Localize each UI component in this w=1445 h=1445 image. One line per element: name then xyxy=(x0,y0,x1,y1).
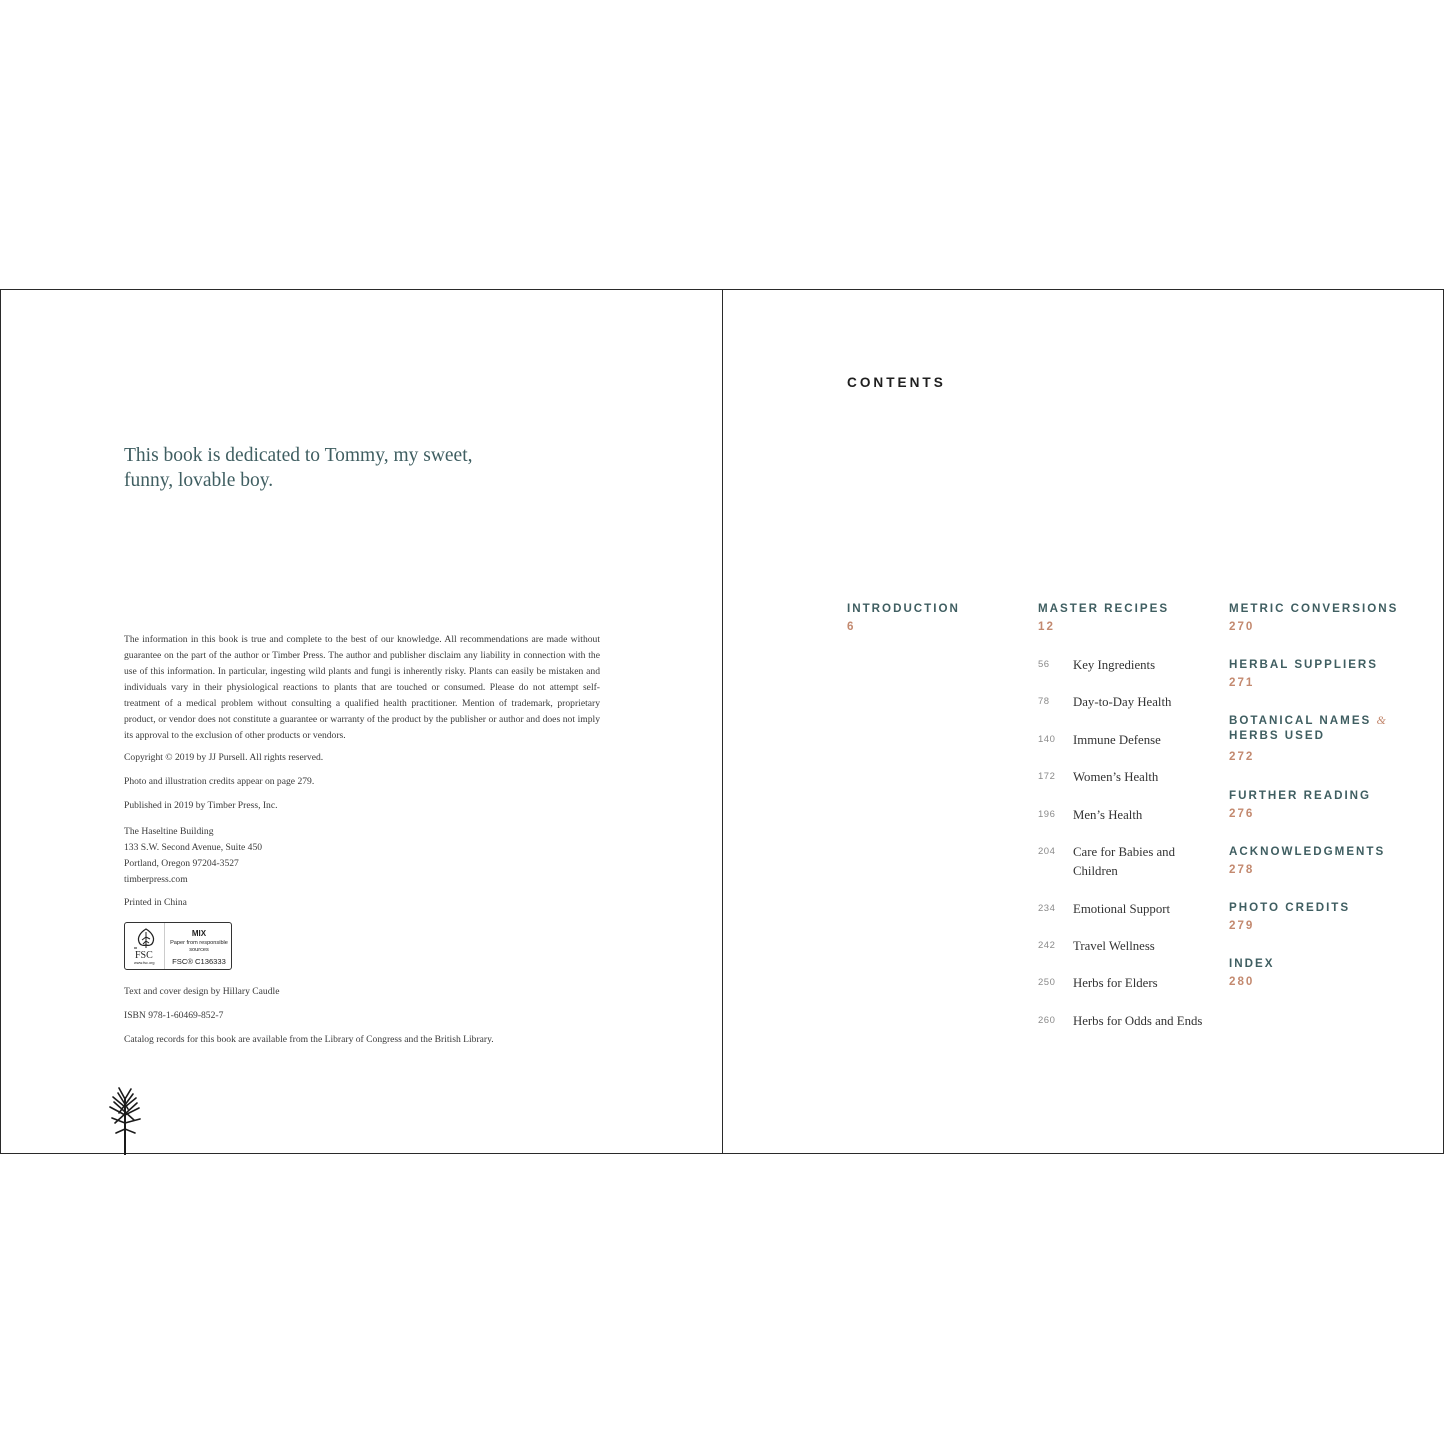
address-line: 133 S.W. Second Avenue, Suite 450 xyxy=(124,842,263,853)
toc-master-recipes[interactable]: MASTER RECIPES xyxy=(1038,602,1170,615)
address-line: timberpress.com xyxy=(124,874,188,885)
chapter-page-number: 172 xyxy=(1038,771,1056,782)
chapter-page-number: 140 xyxy=(1038,734,1056,745)
toc-page-number: 278 xyxy=(1229,863,1255,876)
toc-herbal-suppliers[interactable]: HERBAL SUPPLIERS xyxy=(1229,658,1379,671)
tree-ornament-icon xyxy=(106,1085,146,1155)
chapter-page-number: 78 xyxy=(1038,696,1050,707)
photo-credits-note: Photo and illustration credits appear on page 279. xyxy=(124,776,315,787)
chapter-title: Women’s Health xyxy=(1073,770,1159,784)
toc-page-number: 280 xyxy=(1229,975,1255,988)
toc-metric-conversions[interactable]: METRIC CONVERSIONS xyxy=(1229,602,1399,615)
printed-line: Printed in China xyxy=(124,897,187,908)
toc-page-number: 276 xyxy=(1229,807,1255,820)
chapter-title: Day-to-Day Health xyxy=(1073,695,1172,709)
fsc-url: www.fsc.org xyxy=(134,961,155,965)
dedication-text: This book is dedicated to Tommy, my sweet, funny, lovable boy. xyxy=(124,445,473,491)
published-line: Published in 2019 by Timber Press, Inc. xyxy=(124,800,278,811)
chapter-title: Travel Wellness xyxy=(1073,939,1155,953)
address-line: Portland, Oregon 97204-3527 xyxy=(124,858,239,869)
design-credit: Text and cover design by Hillary Caudle xyxy=(124,986,280,997)
chapter-title: Emotional Support xyxy=(1073,902,1171,916)
chapter-page-number: 196 xyxy=(1038,809,1056,820)
toc-page-number: 279 xyxy=(1229,919,1255,932)
ampersand-glyph: & xyxy=(1376,713,1386,727)
address-line: The Haseltine Building xyxy=(124,826,214,837)
chapter-title: Herbs for Elders xyxy=(1073,976,1158,990)
toc-acknowledgments[interactable]: ACKNOWLEDGMENTS xyxy=(1229,845,1386,858)
chapter-page-number: 250 xyxy=(1038,977,1056,988)
toc-page-number: 6 xyxy=(847,620,856,633)
fsc-mix: MIX xyxy=(191,929,207,938)
gutter-line xyxy=(722,290,723,1153)
toc-index[interactable]: INDEX xyxy=(1229,957,1275,970)
chapter-title: Care for Babies and Children xyxy=(1073,845,1175,878)
chapter-title: Herbs for Odds and Ends xyxy=(1073,1014,1203,1028)
toc-page-number: 270 xyxy=(1229,620,1255,633)
contents-heading: CONTENTS xyxy=(847,375,946,390)
toc-title-line: HERBS USED xyxy=(1229,729,1326,742)
toc-page-number: 12 xyxy=(1038,620,1055,633)
fsc-divider xyxy=(164,923,165,969)
publisher-address xyxy=(124,824,262,888)
toc-page-number: 272 xyxy=(1229,750,1255,763)
fsc-certification-label xyxy=(124,922,232,970)
fsc-code: FSC® C136333 xyxy=(172,957,226,966)
disclaimer-text: The information in this book is true and complete to the best of our knowledge. All recommendations are made without guarantee on the part of the author or Timber Press. The author and publisher disclaim any liability in connection with the use of this information. In particular, ingesting wild plants and fungi is inherently risky. Plants can easily be mistaken and individuals vary in their physiological reactions to plants that are touched or consumed. Please do not attempt self-treatment of a medical problem without consulting a qualified health practitioner. Mention of trademark, proprietary product, or vendor does not constitute a guarantee or warranty of the product by the publisher or author and does not imply its approval to the exclusion of other products or vendors. xyxy=(124,634,600,741)
chapter-page-number: 234 xyxy=(1038,903,1056,914)
isbn-line: ISBN 978-1-60469-852-7 xyxy=(124,1010,224,1021)
toc-further-reading[interactable]: FURTHER READING xyxy=(1229,789,1372,802)
catalog-line: Catalog records for this book are available from the Library of Congress and the British Library. xyxy=(124,1034,494,1045)
chapter-page-number: 56 xyxy=(1038,659,1050,670)
toc-botanical-names[interactable] xyxy=(1229,713,1386,743)
chapter-page-number: 260 xyxy=(1038,1015,1056,1026)
toc-photo-credits[interactable]: PHOTO CREDITS xyxy=(1229,901,1351,914)
copyright-line: Copyright © 2019 by JJ Pursell. All rights reserved. xyxy=(124,752,324,763)
fsc-description: Paper from responsible sources xyxy=(170,940,228,953)
toc-page-number: 271 xyxy=(1229,676,1255,689)
toc-title-line: BOTANICAL NAMES xyxy=(1229,714,1372,727)
chapter-title: Men’s Health xyxy=(1073,808,1143,822)
chapter-title: Immune Defense xyxy=(1073,733,1161,747)
chapter-page-number: 242 xyxy=(1038,940,1056,951)
fsc-logo-text: FSC xyxy=(135,950,153,961)
toc-introduction[interactable]: INTRODUCTION xyxy=(847,602,960,615)
book-spread xyxy=(0,289,1444,1154)
chapter-page-number: 204 xyxy=(1038,846,1056,857)
chapter-title: Key Ingredients xyxy=(1073,658,1156,672)
